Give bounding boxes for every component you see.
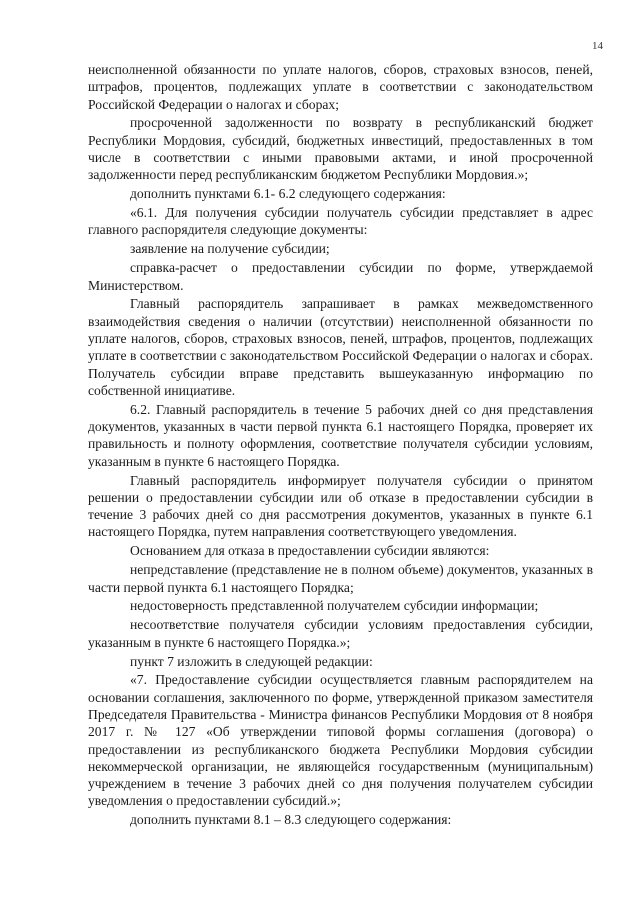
paragraph: непредставление (представление не в полном объеме) документов, указанных в части первой пункта 6.1 настоящего Порядка;: [88, 562, 593, 595]
paragraph: Главный распорядитель запрашивает в рамках межведомственного взаимодействия сведения о наличии (отсутствии) неисполненной обязанности по уплате налогов, сборов, страховых взносов, пеней, штрафов, процентов, подлежащих уплате в соответствии с законодательством Российской Федерации о налогах и сборах. Получатель субсидии вправе представить вышеуказанную информацию по собственной инициативе.: [88, 296, 593, 398]
paragraph: заявление на получение субсидии;: [130, 241, 330, 257]
paragraph: пункт 7 изложить в следующей редакции:: [130, 653, 373, 669]
paragraph: «6.1. Для получения субсидии получатель субсидии представляет в адрес главного распорядителя следующие документы:: [88, 205, 593, 238]
paragraph: «7. Предоставление субсидии осуществляется главным распорядителем на основании соглашения, заключенного по форме, утвержденной приказом заместителя Председателя Правительства - Министра финансов Республики Мордовия от 8 ноября 2017 г. № 127 «Об утверждении типовой формы соглашения (договора) о предоставлении из республиканского бюджета Республики Мордовия субсидии некоммерческой организации, не являющейся государственным (муниципальным) учреждением в течение 3 рабочих дней со дня получения получателем субсидии уведомления о предоставлении субсидий.»;: [88, 672, 593, 809]
page-number: 14: [592, 40, 603, 52]
paragraph: Главный распорядитель информирует получателя субсидии о принятом решении о предоставлении субсидии или об отказе в предоставлении субсидии в течение 3 рабочих дней со дня рассмотрения документов, указанных в пункте 6.1 настоящего Порядка, путем направления соответствующего уведомления.: [88, 472, 593, 540]
document-body: [88, 61, 593, 830]
paragraph: неисполненной обязанности по уплате налогов, сборов, страховых взносов, пеней, штрафов, процентов, подлежащих уплате в соответствии с законодательством Российской Федерации о налогах и сборах;: [88, 62, 593, 112]
paragraph: Основанием для отказа в предоставлении субсидии являются:: [130, 543, 490, 559]
paragraph: просроченной задолженности по возврату в республиканский бюджет Республики Мордовия, субсидий, бюджетных инвестиций, предоставленных в том числе в соответствии с иными правовыми актами, и иной просроченной задолженности перед республиканским бюджетом Республики Мордовия.»;: [88, 115, 593, 183]
paragraph: несоответствие получателя субсидии условиям предоставления субсидии, указанным в пункте 6 настоящего Порядка.»;: [88, 617, 593, 650]
paragraph: дополнить пунктами 8.1 – 8.3 следующего содержания:: [130, 812, 452, 828]
paragraph: справка-расчет о предоставлении субсидии по форме, утверждаемой Министерством.: [88, 260, 593, 293]
paragraph: 6.2. Главный распорядитель в течение 5 рабочих дней со дня представления документов, указанных в части первой пункта 6.1 настоящего Порядка, проверяет их правильность и полноту оформления, соответствие получателя субсидии условиям, указанным в пункте 6 настоящего Порядка.: [88, 401, 593, 469]
paragraph: дополнить пунктами 6.1- 6.2 следующего содержания:: [130, 186, 446, 202]
paragraph: недостоверность представленной получателем субсидии информации;: [130, 598, 539, 614]
